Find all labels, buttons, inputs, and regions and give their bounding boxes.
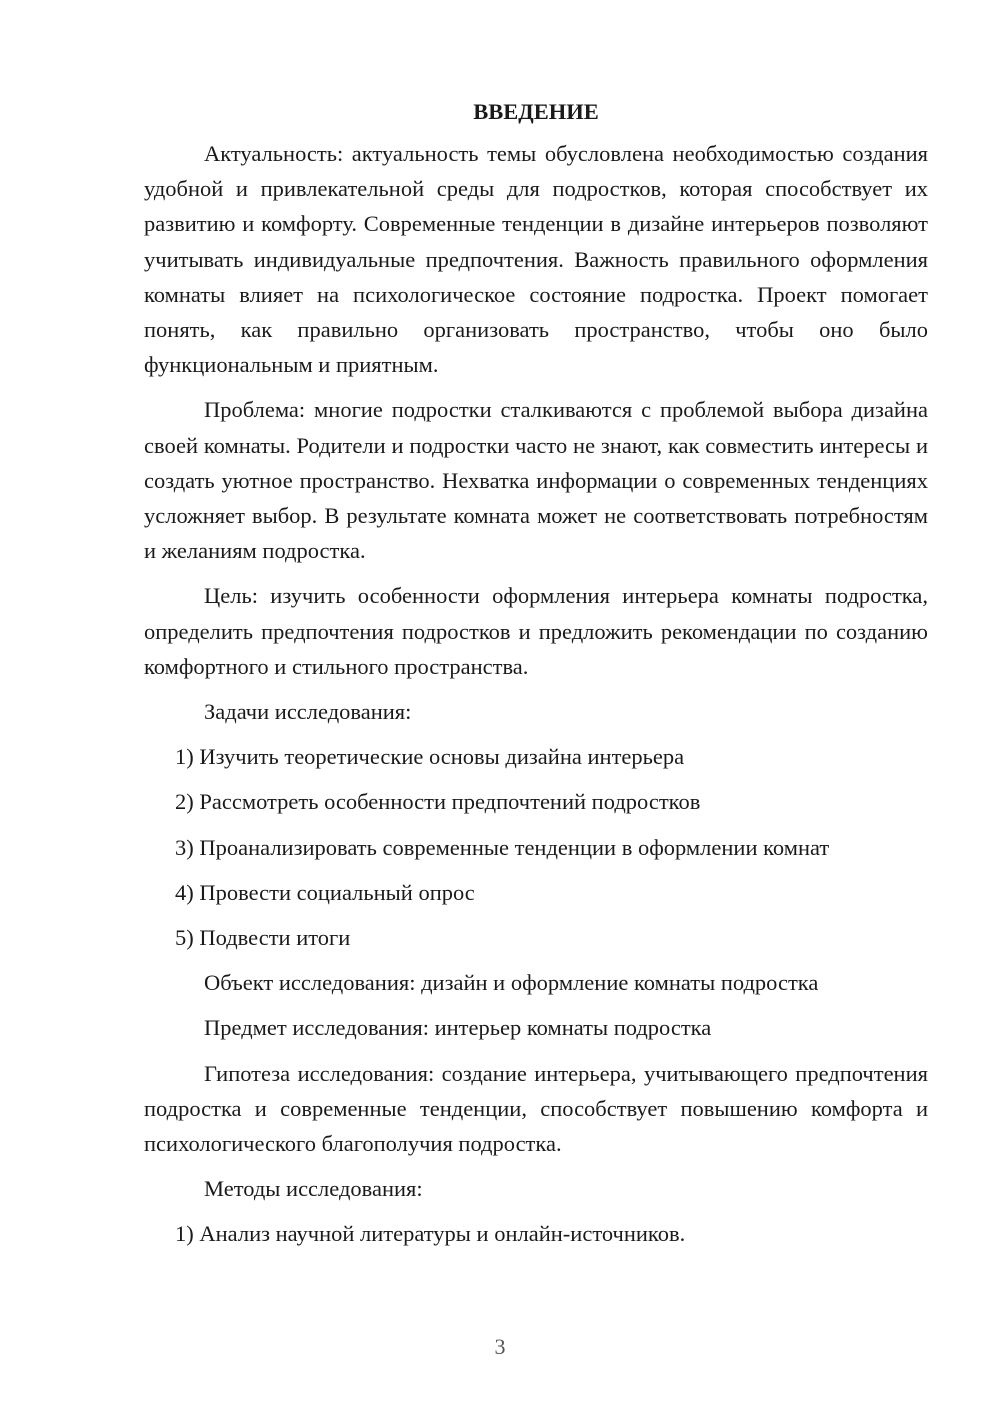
problem-paragraph: Проблема: многие подростки сталкиваются с проблемой выбора дизайна своей комнаты. Родители и подростки часто не знают, как совместить интересы и создать уютное пространство. Нехватка информации о современных тенденциях усложняет выбор. В результате комната может не соответствовать потребностям и желаниям подростка.	[144, 397, 928, 564]
method-item: 1) Анализ научной литературы и онлайн-источников.	[175, 1221, 686, 1247]
task-item: 4) Провести социальный опрос	[175, 879, 475, 905]
relevance-paragraph: Актуальность: актуальность темы обусловлена необходимостью создания удобной и привлекательной среды для подростков, которая способствует их развитию и комфорту. Современные тенденции в дизайне интерьеров позволяют учитывать индивидуальные предпочтения. Важность правильного оформления комнаты влияет на психологическое состояние подростка. Проект помогает понять, как правильно организовать пространство, чтобы оно было функциональным и приятным.	[144, 141, 928, 378]
task-item: 5) Подвести итоги	[175, 925, 351, 951]
methods-heading: Методы исследования:	[204, 1176, 423, 1202]
page-number: 3	[494, 1334, 506, 1359]
tasks-heading: Задачи исследования:	[204, 699, 412, 725]
task-item: 1) Изучить теоретические основы дизайна интерьера	[175, 744, 685, 770]
section-title: ВВЕДЕНИЕ	[473, 99, 599, 124]
object-line: Объект исследования: дизайн и оформление комнаты подростка	[204, 970, 819, 996]
goal-paragraph: Цель: изучить особенности оформления интерьера комнаты подростка, определить предпочтения подростков и предложить рекомендации по созданию комфортного и стильного пространства.	[144, 583, 928, 679]
task-item: 3) Проанализировать современные тенденции в оформлении комнат	[175, 834, 830, 860]
subject-line: Предмет исследования: интерьер комнаты подростка	[204, 1015, 712, 1041]
hypothesis-paragraph: Гипотеза исследования: создание интерьера, учитывающего предпочтения подростка и современные тенденции, способствует повышению комфорта и психологического благополучия подростка.	[144, 1060, 928, 1157]
task-item: 2) Рассмотреть особенности предпочтений подростков	[175, 789, 701, 815]
document-page	[144, 96, 928, 1262]
